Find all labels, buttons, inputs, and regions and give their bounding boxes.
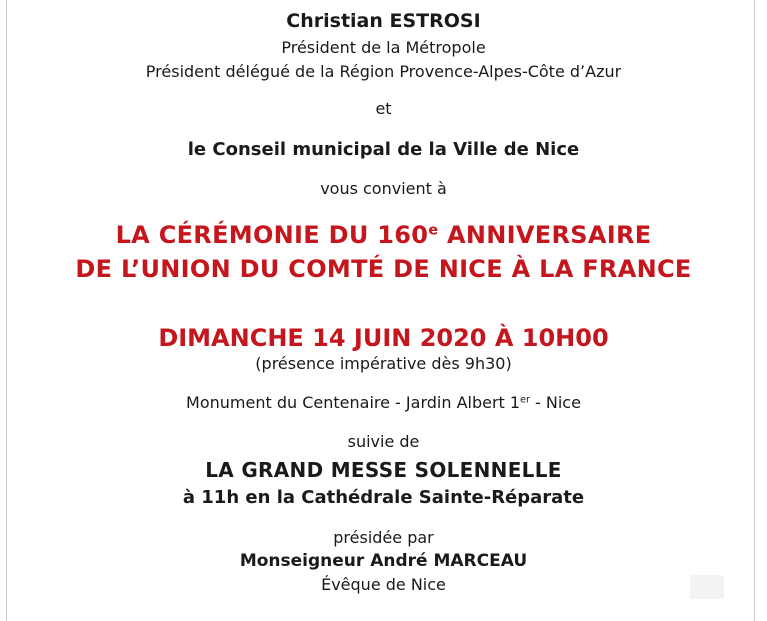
followed-by-text: suivie de	[347, 432, 420, 451]
ceremony-title-1-pre: LA CÉRÉMONIE DU 160	[115, 221, 429, 249]
host-name: Christian ESTROSI	[286, 10, 481, 32]
celebrant-name: Monseigneur André MARCEAU	[239, 551, 528, 571]
mass-details: à 11h en la Cathédrale Sainte-Réparate	[182, 487, 585, 508]
place-pre: Monument du Centenaire - Jardin Albert 1	[186, 393, 521, 412]
presided-by-text: présidée par	[333, 528, 434, 547]
celebrant-title: Évêque de Nice	[321, 575, 446, 594]
place-post: - Nice	[529, 393, 581, 412]
co-host-council: le Conseil municipal de la Ville de Nice	[187, 139, 580, 160]
ceremony-title-1-sup: e	[428, 222, 439, 239]
host-role-metropole: Président de la Métropole	[281, 38, 486, 57]
conjunction-text: et	[375, 99, 392, 118]
presence-note: (présence impérative dès 9h30)	[255, 354, 512, 373]
invite-phrase: vous convient à	[320, 179, 447, 198]
ceremony-title-1-post: ANNIVERSAIRE	[438, 221, 652, 249]
ceremony-title-line-1	[0, 221, 767, 249]
host-role-region: Président délégué de la Région Provence-Alpes-Côte d’Azur	[145, 62, 622, 81]
ceremony-title-line-2: DE L’UNION DU COMTÉ DE NICE À LA FRANCE	[75, 255, 692, 283]
event-date-time: DIMANCHE 14 JUIN 2020 À 10H00	[158, 324, 609, 352]
place-sup: er	[520, 394, 530, 406]
event-location	[0, 393, 767, 412]
scroll-to-top-shadow	[690, 575, 724, 599]
mass-title: LA GRAND MESSE SOLENNELLE	[205, 458, 562, 482]
